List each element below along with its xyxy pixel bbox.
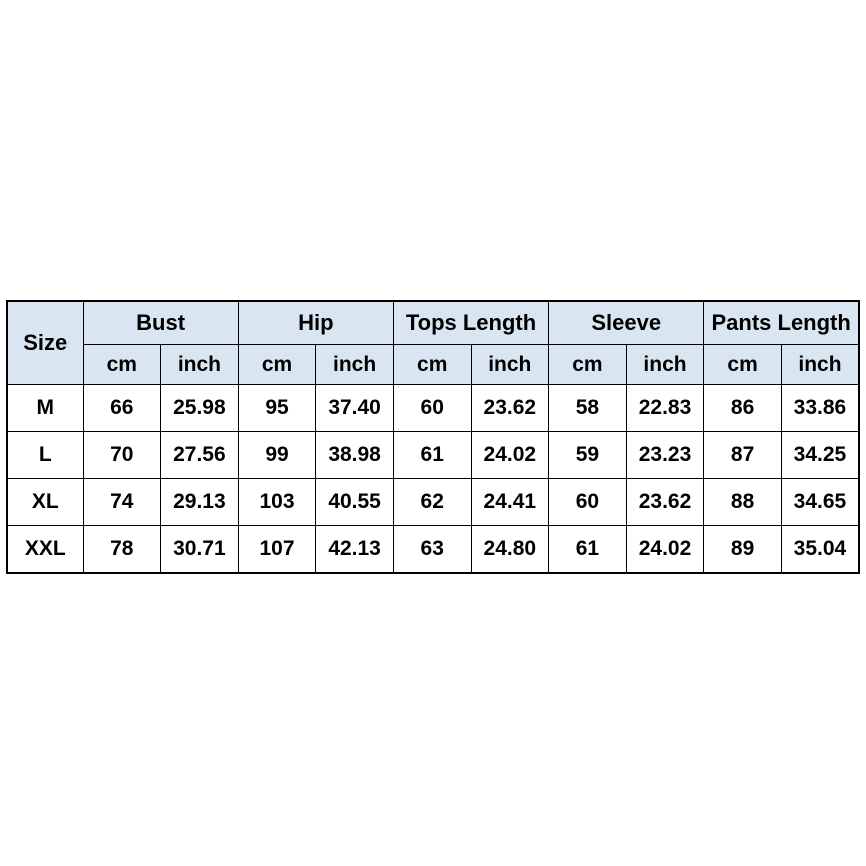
- cell-sleeve-inch: 24.02: [626, 526, 704, 574]
- group-header-row: [7, 301, 859, 345]
- cell-bust-cm: 66: [83, 385, 161, 432]
- cell-hip-cm: 107: [238, 526, 316, 574]
- cell-sleeve-inch: 22.83: [626, 385, 704, 432]
- cell-bust-cm: 70: [83, 432, 161, 479]
- subheader-hip-inch: inch: [316, 345, 394, 385]
- cell-tops-length-inch: 24.02: [471, 432, 549, 479]
- subheader-pants-length-cm: cm: [704, 345, 782, 385]
- cell-hip-cm: 95: [238, 385, 316, 432]
- group-header-bust: Bust: [83, 301, 238, 345]
- cell-sleeve-inch: 23.23: [626, 432, 704, 479]
- subheader-tops-length-cm: cm: [393, 345, 471, 385]
- row-size-label: M: [7, 385, 83, 432]
- table-row-xl: [7, 479, 859, 526]
- cell-pants-length-inch: 34.65: [781, 479, 859, 526]
- cell-pants-length-cm: 86: [704, 385, 782, 432]
- subheader-sleeve-cm: cm: [549, 345, 627, 385]
- subheader-hip-cm: cm: [238, 345, 316, 385]
- cell-tops-length-inch: 23.62: [471, 385, 549, 432]
- size-chart-table: [6, 300, 860, 574]
- group-header-sleeve: Sleeve: [549, 301, 704, 345]
- cell-hip-inch: 40.55: [316, 479, 394, 526]
- cell-sleeve-cm: 59: [549, 432, 627, 479]
- cell-bust-cm: 74: [83, 479, 161, 526]
- cell-sleeve-inch: 23.62: [626, 479, 704, 526]
- group-header-tops-length: Tops Length: [393, 301, 548, 345]
- group-header-hip: Hip: [238, 301, 393, 345]
- cell-pants-length-inch: 33.86: [781, 385, 859, 432]
- size-column-header: Size: [7, 301, 83, 385]
- row-size-label: L: [7, 432, 83, 479]
- cell-tops-length-cm: 63: [393, 526, 471, 574]
- cell-bust-inch: 30.71: [161, 526, 239, 574]
- group-header-pants-length: Pants Length: [704, 301, 859, 345]
- subheader-pants-length-inch: inch: [781, 345, 859, 385]
- unit-header-row: [7, 345, 859, 385]
- cell-sleeve-cm: 58: [549, 385, 627, 432]
- cell-bust-cm: 78: [83, 526, 161, 574]
- subheader-bust-cm: cm: [83, 345, 161, 385]
- cell-sleeve-cm: 60: [549, 479, 627, 526]
- subheader-bust-inch: inch: [161, 345, 239, 385]
- cell-hip-cm: 99: [238, 432, 316, 479]
- cell-pants-length-inch: 34.25: [781, 432, 859, 479]
- cell-pants-length-cm: 87: [704, 432, 782, 479]
- cell-bust-inch: 29.13: [161, 479, 239, 526]
- subheader-sleeve-inch: inch: [626, 345, 704, 385]
- cell-hip-cm: 103: [238, 479, 316, 526]
- cell-tops-length-inch: 24.80: [471, 526, 549, 574]
- table-row-m: [7, 385, 859, 432]
- cell-hip-inch: 38.98: [316, 432, 394, 479]
- cell-sleeve-cm: 61: [549, 526, 627, 574]
- table-row-l: [7, 432, 859, 479]
- cell-tops-length-cm: 61: [393, 432, 471, 479]
- cell-tops-length-cm: 62: [393, 479, 471, 526]
- table-row-xxl: [7, 526, 859, 574]
- row-size-label: XXL: [7, 526, 83, 574]
- cell-tops-length-inch: 24.41: [471, 479, 549, 526]
- cell-pants-length-inch: 35.04: [781, 526, 859, 574]
- cell-bust-inch: 27.56: [161, 432, 239, 479]
- cell-pants-length-cm: 88: [704, 479, 782, 526]
- cell-bust-inch: 25.98: [161, 385, 239, 432]
- row-size-label: XL: [7, 479, 83, 526]
- cell-hip-inch: 42.13: [316, 526, 394, 574]
- cell-pants-length-cm: 89: [704, 526, 782, 574]
- cell-hip-inch: 37.40: [316, 385, 394, 432]
- subheader-tops-length-inch: inch: [471, 345, 549, 385]
- cell-tops-length-cm: 60: [393, 385, 471, 432]
